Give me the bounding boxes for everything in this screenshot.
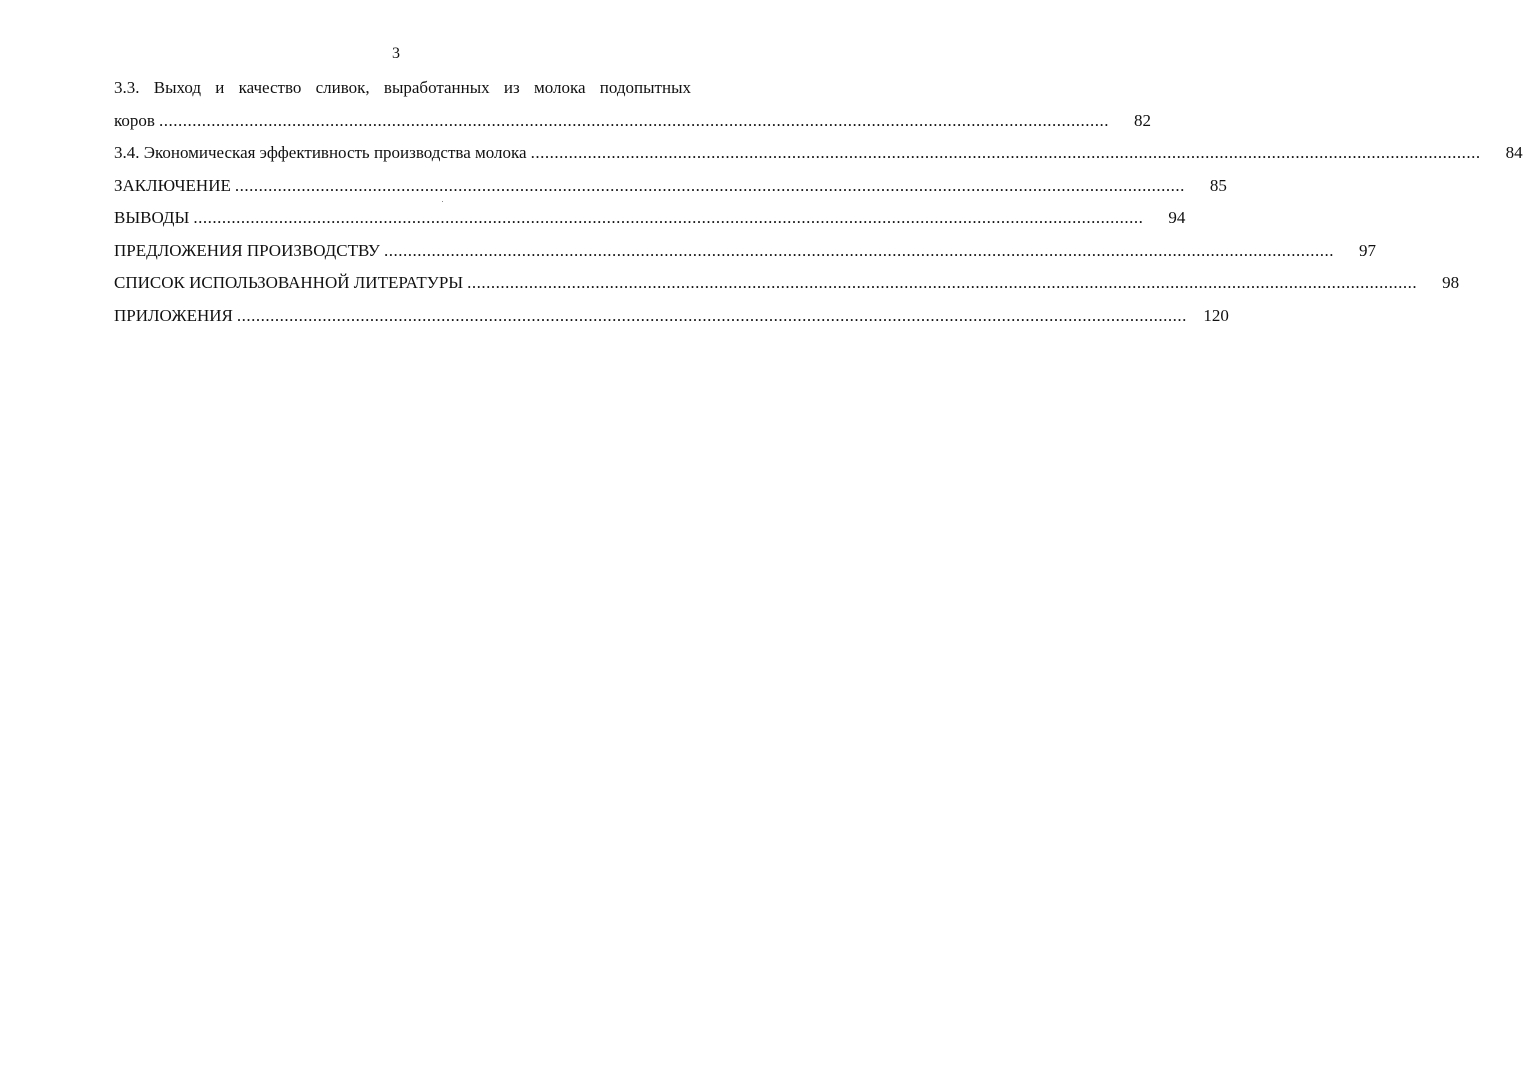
toc-entry-proposals: [114, 235, 1376, 268]
toc-entry-page: 85: [1209, 175, 1227, 195]
toc-entry-conclusion: [114, 170, 1227, 203]
toc-entry-title: ВЫВОДЫ: [114, 208, 190, 227]
toc-entry-page: 82: [1133, 110, 1151, 130]
page-number: 3: [392, 45, 400, 62]
toc-entry-title: ЗАКЛЮЧЕНИЕ: [114, 175, 231, 195]
toc-entry-page: 97: [1358, 240, 1376, 260]
toc-entry-page: 98: [1442, 273, 1460, 292]
leader-dots: ........................................................................................................................................................................................................: [193, 208, 1144, 227]
toc-entry-findings: [114, 202, 1186, 235]
toc-entry-references: [114, 267, 1460, 300]
toc-entry-title: 3.4. Экономическая эффективность производства молока: [114, 143, 527, 162]
toc-entry-title: СПИСОК ИСПОЛЬЗОВАННОЙ ЛИТЕРАТУРЫ: [114, 273, 464, 292]
toc-entry-3-3-line1: 3.3. Выход и качество сливок, выработанных из молока подопытных: [114, 78, 691, 97]
toc-entry-title: ПРИЛОЖЕНИЯ: [114, 305, 233, 325]
leader-dots: ........................................................................................................................................................................................................: [158, 110, 1109, 130]
table-of-contents: [114, 72, 1523, 332]
toc-entry-3-4: [114, 137, 1523, 170]
toc-entry-appendices: [114, 300, 1229, 333]
toc-entry-title: ПРЕДЛОЖЕНИЯ ПРОИЗВОДСТВУ: [114, 240, 380, 260]
leader-dots: ........................................................................................................................................................................................................: [530, 143, 1481, 162]
toc-entry-title: коров: [114, 110, 155, 130]
leader-dots: ........................................................................................................................................................................................................: [467, 273, 1418, 292]
toc-entry-page: 120: [1203, 305, 1229, 325]
leader-dots: ........................................................................................................................................................................................................: [236, 305, 1187, 325]
toc-entry-page: 94: [1168, 208, 1186, 227]
toc-entry-page: 84: [1505, 143, 1523, 162]
leader-dots: ........................................................................................................................................................................................................: [383, 240, 1334, 260]
toc-entry-3-3: [114, 105, 1151, 138]
leader-dots: ........................................................................................................................................................................................................: [234, 175, 1185, 195]
